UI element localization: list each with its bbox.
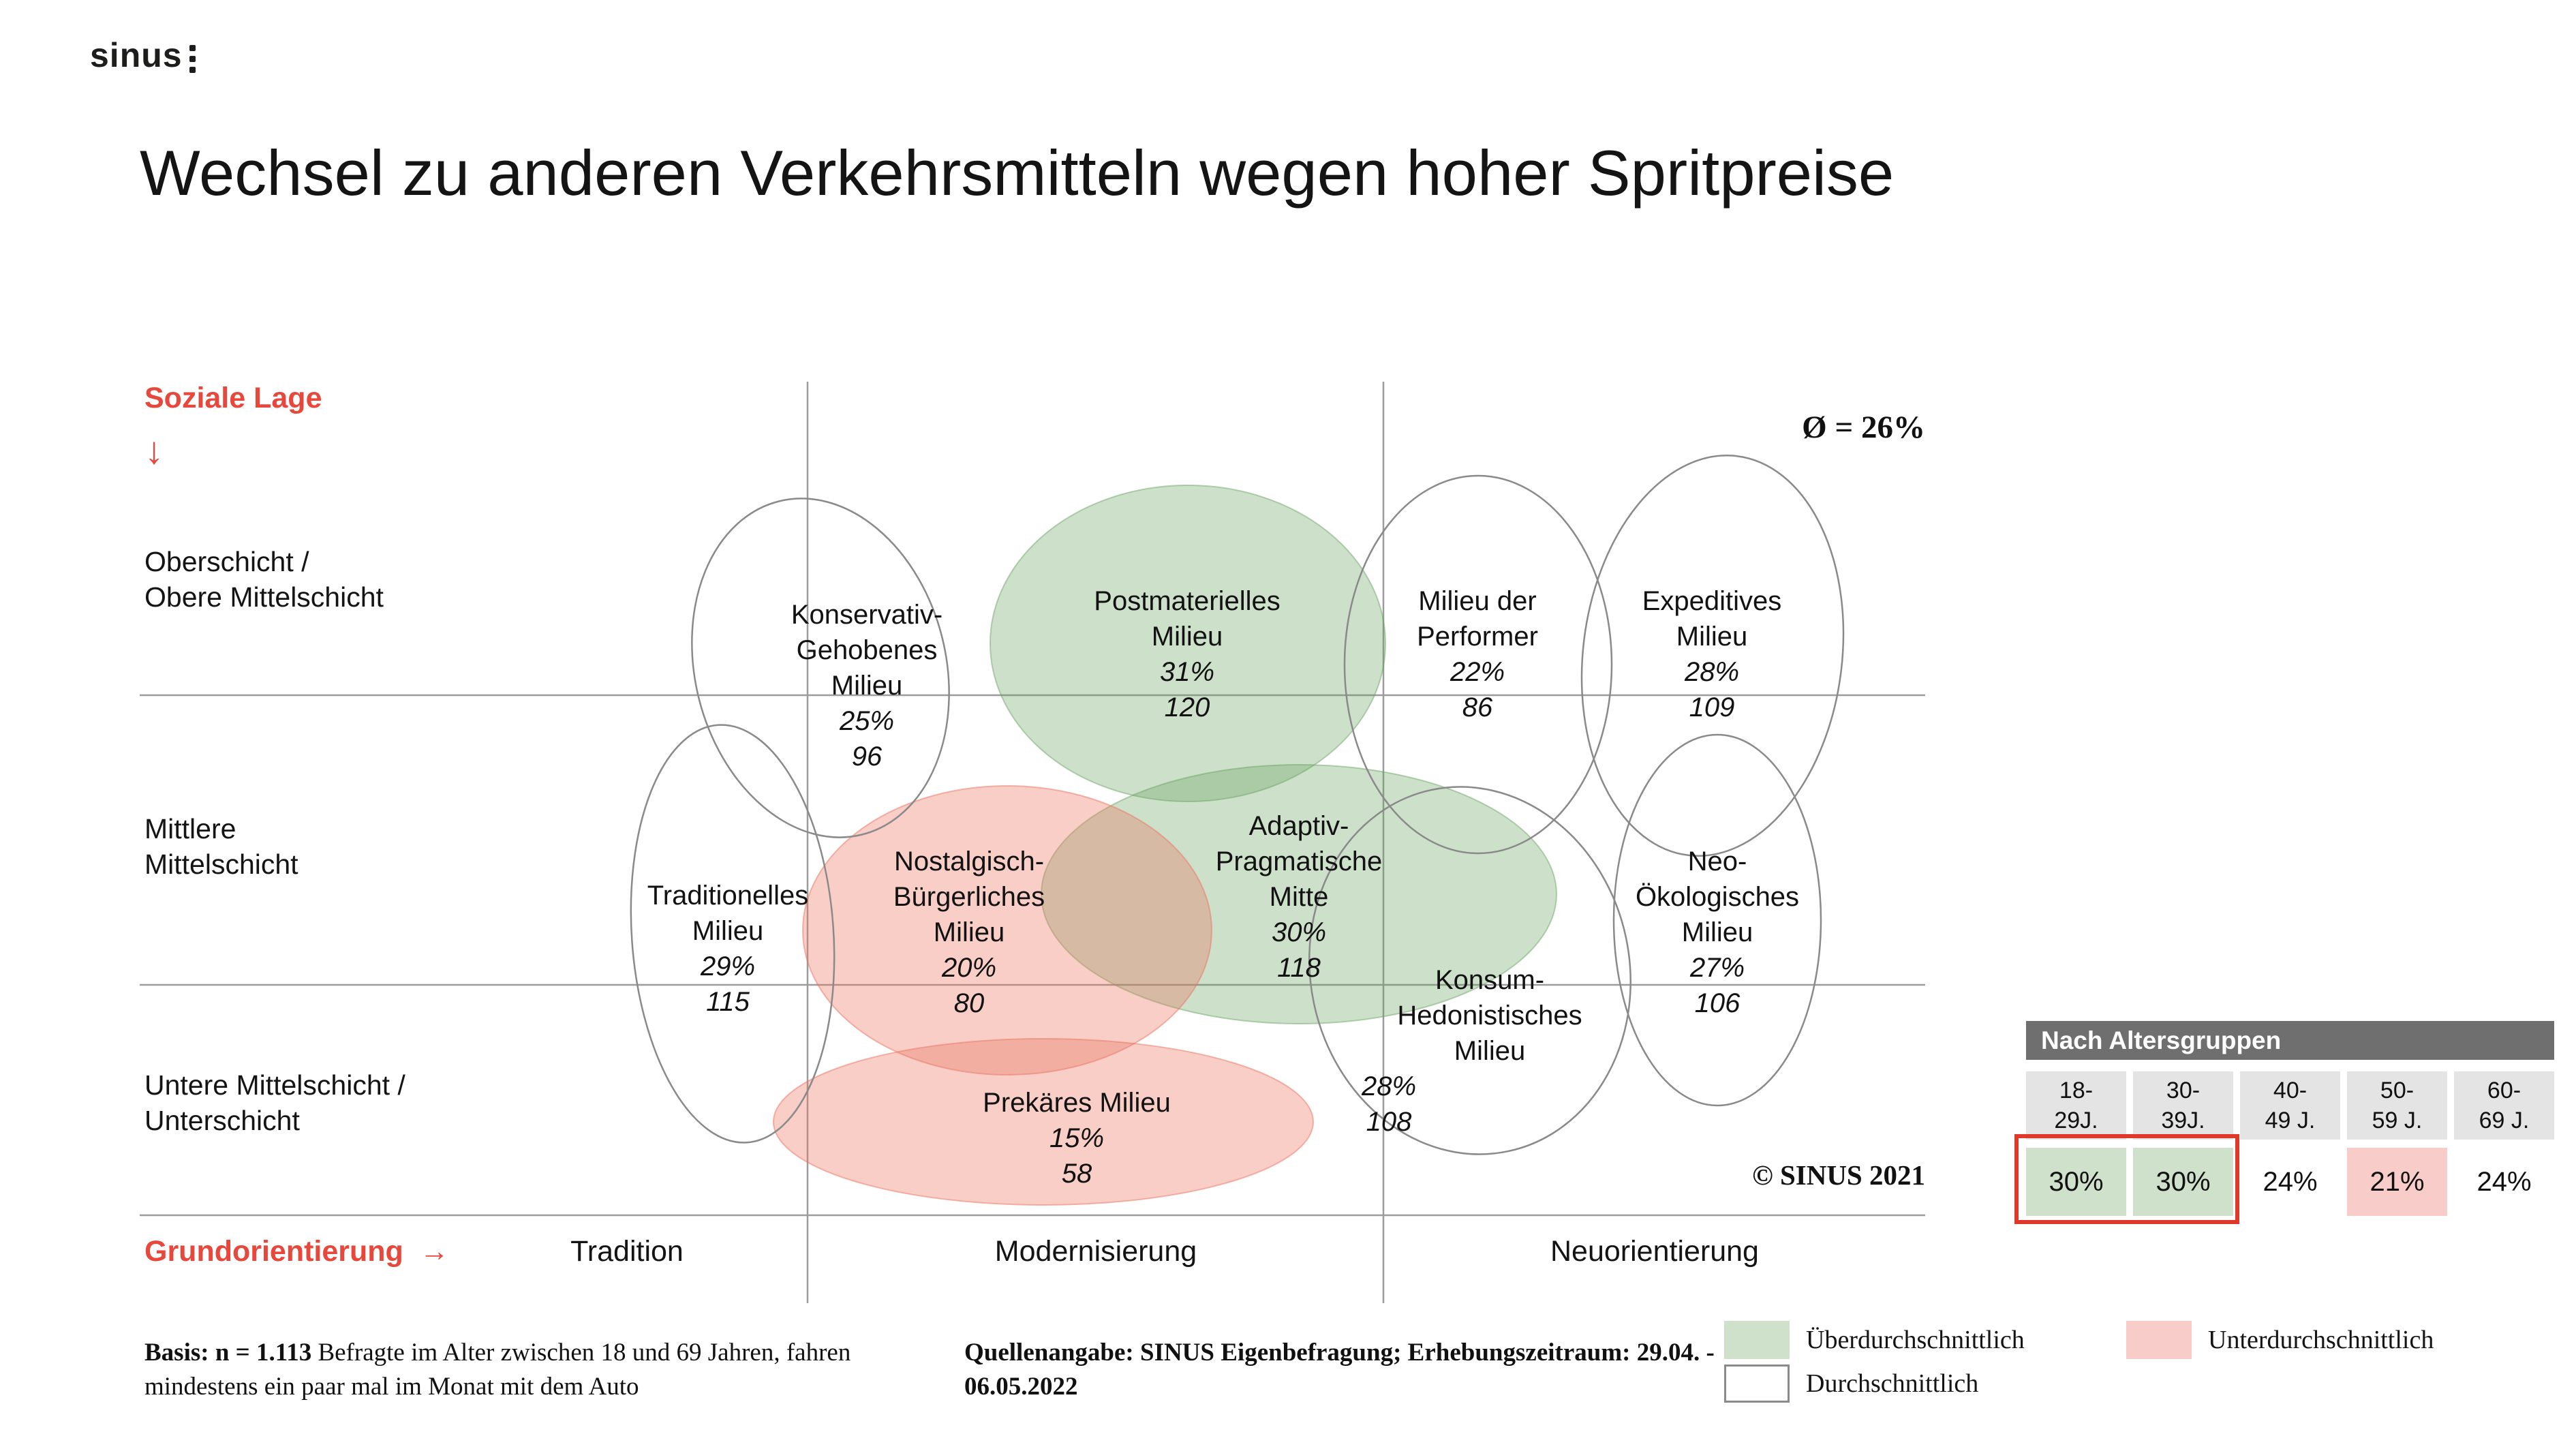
x-label-modernisierung: Modernisierung	[994, 1235, 1197, 1268]
milieu-label-konsum-hedonistisches: Konsum- Hedonistisches Milieu 28% 108	[1361, 965, 1582, 1137]
legend-item-average: Durchschnittlich	[1724, 1364, 1978, 1403]
row-label-untere: Untere Mittelschicht / Unterschicht	[144, 1069, 405, 1136]
x-axis-title: Grundorientierung →	[144, 1235, 449, 1268]
milieu-label-expeditives: Expeditives Milieu 28% 109	[1642, 586, 1782, 722]
row-label-mittlere: Mittlere Mittelschicht	[144, 813, 298, 880]
age-table-value-40-49: 24%	[2240, 1148, 2340, 1216]
milieu-label-milieu-der-performer: Milieu der Performer 22% 86	[1417, 586, 1538, 722]
average-value: Ø = 26%	[1802, 410, 1925, 445]
age-table-highlight-frame	[2014, 1134, 2239, 1224]
age-table-value-50-59: 21%	[2347, 1148, 2447, 1216]
age-table-col-30-39: 30- 39J.	[2133, 1071, 2233, 1140]
age-table-col-18-29: 18- 29J.	[2026, 1071, 2126, 1140]
milieu-label-nostalgisch-buergerliches: Nostalgisch- Bürgerliches Milieu 20% 80	[893, 846, 1045, 1018]
age-table-value-60-69: 24%	[2454, 1148, 2554, 1216]
page-title: Wechsel zu anderen Verkehrsmitteln wegen hoher Spritpreise	[140, 137, 1895, 209]
age-table-col-50-59: 50- 59 J.	[2347, 1071, 2447, 1140]
copyright-note: © SINUS 2021	[1752, 1159, 1925, 1191]
sinus-logo-text: sinus	[90, 36, 183, 74]
x-label-neuorientierung: Neuorientierung	[1550, 1235, 1759, 1268]
legend-swatch-below	[2126, 1321, 2192, 1359]
source-note: Quellenangabe: SINUS Eigenbefragung; Erhebungszeitraum: 29.04. - 06.05.2022	[964, 1339, 1715, 1401]
y-axis-title: Soziale Lage	[144, 382, 322, 414]
age-table-value-18-29: 30%	[2026, 1148, 2126, 1216]
milieu-label-traditionelles: Traditionelles Milieu 29% 115	[647, 881, 809, 1017]
row-label-oberschicht: Oberschicht / Obere Mittelschicht	[144, 546, 384, 613]
age-table-col-60-69: 60- 69 J.	[2454, 1071, 2554, 1140]
milieu-label-postmaterielles: Postmaterielles Milieu 31% 120	[1094, 586, 1281, 722]
y-axis-arrow-down-icon: ↓	[144, 429, 164, 472]
age-table-col-40-49: 40- 49 J.	[2240, 1071, 2340, 1140]
milieu-label-neo-oekologisches: Neo- Ökologisches Milieu 27% 106	[1635, 846, 1800, 1018]
age-table-title: Nach Altersgruppen	[2026, 1021, 2554, 1060]
legend-swatch-above	[1724, 1321, 1790, 1359]
basis-note: Basis: n = 1.113 Befragte im Alter zwischen 18 und 69 Jahren, fahren mindestens ein paar mal im Monat mit dem Auto	[144, 1339, 851, 1401]
milieu-label-adaptiv-pragmatische-mitte: Adaptiv- Pragmatische Mitte 30% 118	[1215, 811, 1383, 983]
legend-item-above: Überdurchschnittlich	[1724, 1321, 2025, 1359]
x-label-tradition: Tradition	[570, 1235, 684, 1268]
age-table-value-30-39: 30%	[2133, 1148, 2233, 1216]
legend-swatch-average	[1724, 1364, 1790, 1403]
legend-item-below: Unterdurchschnittlich	[2126, 1321, 2434, 1359]
x-axis-arrow-right-icon: →	[419, 1235, 449, 1268]
milieu-label-prekaeres: Prekäres Milieu 15% 58	[983, 1088, 1171, 1189]
milieu-label-konservativ-gehobenes: Konservativ- Gehobenes Milieu 25% 96	[791, 600, 943, 772]
